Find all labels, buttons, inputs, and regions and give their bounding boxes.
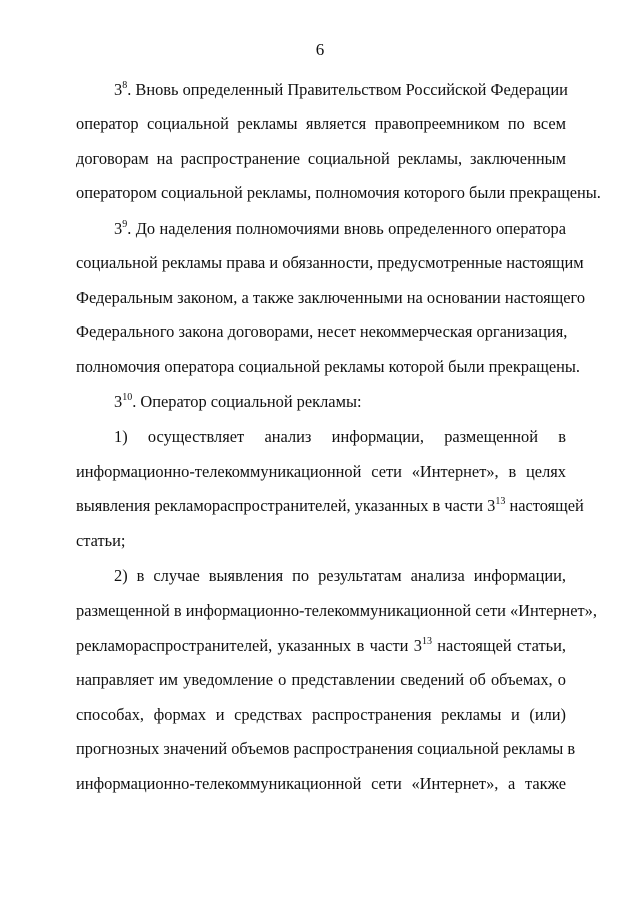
paragraph-number: 3 xyxy=(114,80,123,99)
item-2-line-6: прогнозных значений объемов распространения социальной рекламы в xyxy=(76,739,576,758)
text-span: . До наделения полномочиями вновь определенного оператора xyxy=(127,219,566,238)
paragraph-3-9-line-5: полномочия оператора социальной рекламы которой были прекращены. xyxy=(76,357,581,376)
paragraph-number: 3 xyxy=(114,392,123,411)
paragraph-superscript: 9 xyxy=(122,219,128,230)
paragraph-3-9-line-4: Федерального закона договорами, несет некоммерческая организация, xyxy=(76,322,568,341)
superscript: 13 xyxy=(495,496,506,507)
paragraph-superscript: 8 xyxy=(122,80,128,91)
text-span: . Оператор социальной рекламы: xyxy=(132,392,362,411)
item-2-line-5: способах, формах и средствах распространения рекламы и (или) xyxy=(76,705,566,724)
page-number: 6 xyxy=(315,40,325,59)
item-1-line-1: 1) осуществляет анализ информации, размещенной в xyxy=(114,427,566,446)
item-1-line-3 xyxy=(76,496,584,516)
item-1-line-4: статьи; xyxy=(76,531,126,550)
paragraph-3-8-line-4: оператором социальной рекламы, полномочия которого были прекращены. xyxy=(76,183,601,202)
paragraph-3-8-line-3: договорам на распространение социальной рекламы, заключенным xyxy=(76,149,566,168)
text-span: рекламораспространителей, указанных в части 3 xyxy=(76,636,422,655)
item-2-line-7: информационно-телекоммуникационной сети «Интернет», а также xyxy=(76,774,566,793)
text-span: настоящей статьи, xyxy=(431,636,566,655)
paragraph-3-9-line-2: социальной рекламы права и обязанности, предусмотренные настоящим xyxy=(76,253,584,272)
paragraph-3-8-line-1 xyxy=(114,80,566,100)
item-2-line-4: направляет им уведомление о представлении сведений об объемах, о xyxy=(76,670,566,689)
paragraph-number: 3 xyxy=(114,219,123,238)
item-2-line-1: 2) в случае выявления по результатам анализа информации, xyxy=(114,566,566,585)
paragraph-3-9-line-1 xyxy=(114,219,566,239)
text-span: . Вновь определенный Правительством Российской Федерации xyxy=(127,80,568,99)
item-2-line-3 xyxy=(76,636,566,656)
superscript: 13 xyxy=(421,636,432,647)
text-span: настоящей xyxy=(505,496,584,515)
item-2-line-2: размещенной в информационно-телекоммуникационной сети «Интернет», xyxy=(76,601,597,620)
paragraph-3-9-line-3: Федеральным законом, а также заключенными на основании настоящего xyxy=(76,288,586,307)
paragraph-3-10-line-1 xyxy=(114,392,566,412)
paragraph-superscript: 10 xyxy=(122,392,133,403)
text-span: выявления рекламораспространителей, указанных в части 3 xyxy=(76,496,496,515)
item-1-line-2: информационно-телекоммуникационной сети «Интернет», в целях xyxy=(76,462,566,481)
paragraph-3-8-line-2: оператор социальной рекламы является правопреемником по всем xyxy=(76,114,566,133)
